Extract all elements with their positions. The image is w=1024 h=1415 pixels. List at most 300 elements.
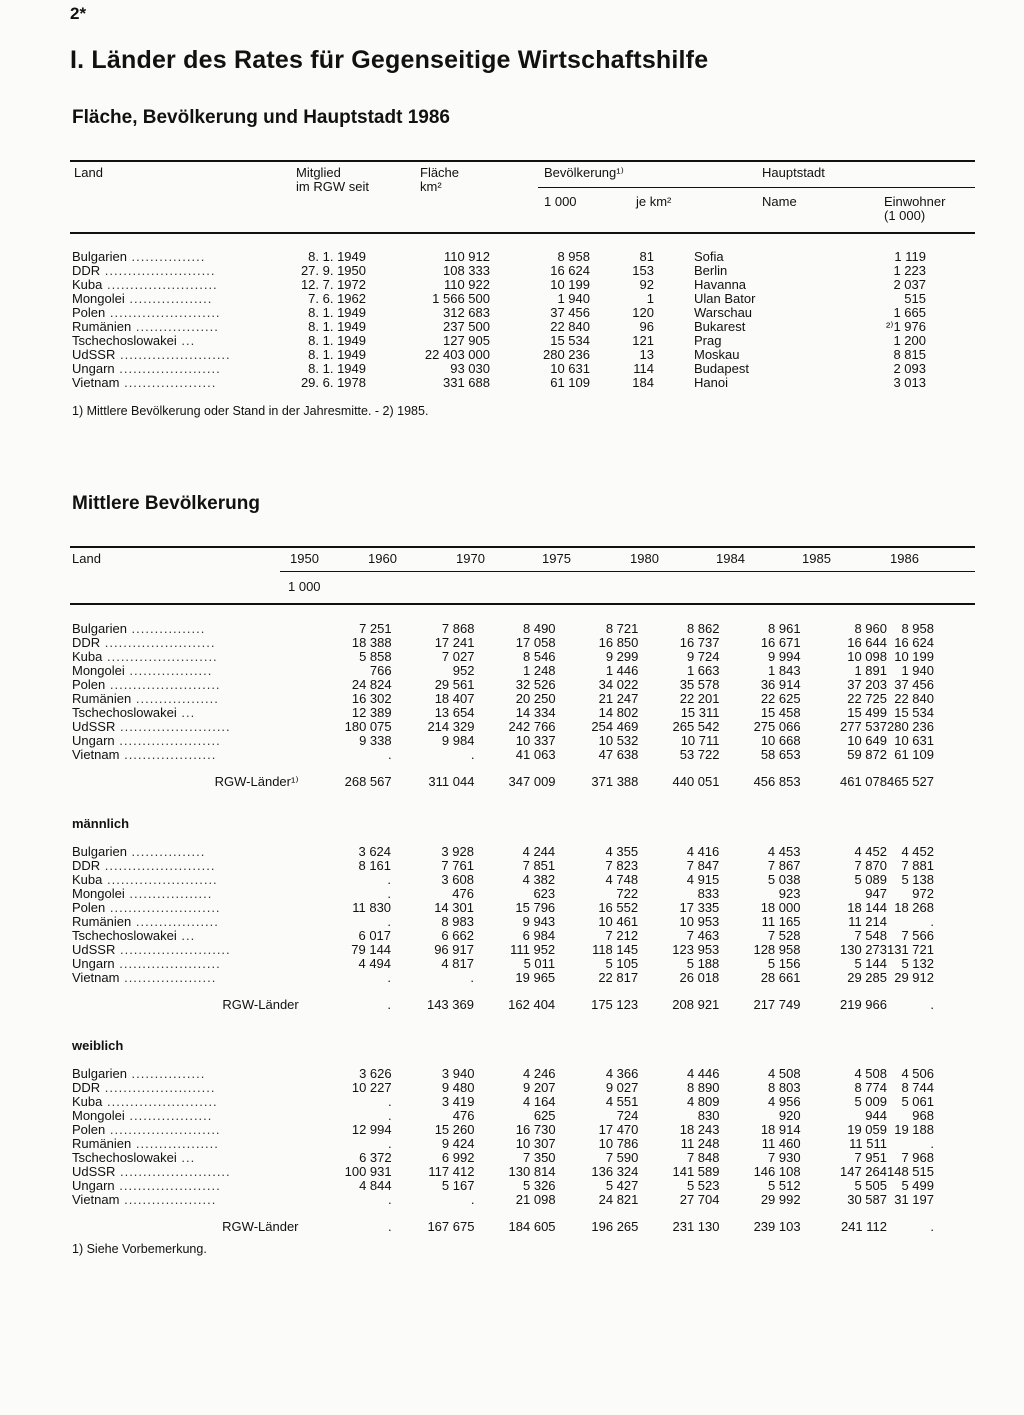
- value-cell: 5 188: [686, 956, 720, 971]
- value-cell: 180 075: [344, 719, 392, 734]
- year-header: 1985: [802, 551, 831, 566]
- land-name: Mongolei: [72, 292, 125, 306]
- value-cell: .: [387, 1108, 392, 1123]
- dichte-cell: 13: [639, 347, 654, 362]
- value-cell: 21 098: [515, 1192, 556, 1207]
- value-cell: 148 515: [887, 1164, 934, 1179]
- value-cell: 952: [452, 663, 475, 678]
- value-cell: 8 744: [901, 1080, 934, 1095]
- land-cell: [72, 306, 270, 320]
- dot-leader: ..................: [131, 692, 219, 706]
- table1-header-hauptstadt: Hauptstadt: [762, 165, 825, 180]
- value-cell: 4 817: [441, 956, 474, 971]
- land-cell: [72, 1109, 265, 1123]
- table-row: [72, 376, 926, 390]
- year-header: 1975: [542, 551, 571, 566]
- year-header: 1970: [456, 551, 485, 566]
- land-cell: [72, 873, 265, 887]
- dot-leader: ........................: [105, 1123, 221, 1137]
- land-name: UdSSR: [72, 1165, 116, 1179]
- value-cell: 22 817: [598, 970, 639, 985]
- bevoelkerung-cell: 8 958: [557, 249, 590, 264]
- value-cell: 24 821: [598, 1192, 639, 1207]
- value-cell: 7 848: [686, 1150, 720, 1165]
- value-cell: 118 145: [592, 942, 639, 957]
- land-name: Kuba: [72, 873, 103, 887]
- value-cell: 47 638: [598, 747, 639, 762]
- table2-top-rule: [70, 546, 975, 548]
- dot-leader: ...: [176, 334, 196, 348]
- total-value-cell: .: [930, 1219, 934, 1234]
- einwohner-cell: 2 093: [893, 361, 926, 376]
- total-value-cell: 461 078: [840, 774, 887, 789]
- value-cell: 5 512: [768, 1178, 801, 1193]
- value-cell: 968: [912, 1108, 934, 1123]
- value-cell: 36 914: [760, 677, 801, 692]
- dot-leader: ........................: [105, 901, 221, 915]
- value-cell: .: [387, 872, 392, 887]
- land-cell: [72, 1081, 265, 1095]
- table-row: [72, 915, 934, 929]
- year-header: 1960: [368, 551, 397, 566]
- einwohner-cell: 1 223: [893, 263, 926, 278]
- value-cell: .: [470, 970, 474, 985]
- bevoelkerung-cell: 1 940: [557, 291, 590, 306]
- value-cell: 3 626: [359, 1066, 392, 1081]
- value-cell: 4 355: [605, 844, 639, 859]
- value-cell: 29 285: [847, 970, 887, 985]
- value-cell: 7 350: [523, 1150, 556, 1165]
- table-row: [72, 664, 934, 678]
- table1-bev-subrule: [538, 187, 975, 188]
- year-header: 1980: [630, 551, 659, 566]
- value-cell: 7 868: [441, 621, 475, 636]
- value-cell: 28 661: [760, 970, 801, 985]
- value-cell: 58 653: [760, 747, 801, 762]
- dot-leader: ........................: [100, 264, 216, 278]
- value-cell: 275 066: [753, 719, 801, 734]
- value-cell: 14 334: [515, 705, 556, 720]
- value-cell: 4 748: [605, 872, 639, 887]
- value-cell: 9 338: [359, 733, 392, 748]
- value-cell: 17 058: [515, 635, 556, 650]
- table-row: [72, 929, 934, 943]
- table-row: [72, 650, 934, 664]
- value-cell: 11 511: [849, 1136, 887, 1151]
- value-cell: 7 823: [605, 858, 639, 873]
- einwohner-cell: ²⁾1 976: [885, 319, 926, 334]
- value-cell: 10 631: [894, 733, 934, 748]
- value-cell: 15 796: [515, 900, 556, 915]
- table-row: [72, 734, 934, 748]
- land-name: Mongolei: [72, 1109, 125, 1123]
- dichte-cell: 81: [639, 249, 654, 264]
- value-cell: 141 589: [672, 1164, 720, 1179]
- mitglied-cell: 8. 1. 1949: [308, 333, 366, 348]
- value-cell: 4 844: [359, 1178, 392, 1193]
- value-cell: 3 928: [441, 844, 474, 859]
- total-row: [72, 775, 934, 789]
- year-header: 1986: [890, 551, 919, 566]
- table1-footnote: 1) Mittlere Bevölkerung oder Stand in der Jahresmitte. - 2) 1985.: [72, 404, 429, 418]
- value-cell: 18 243: [679, 1122, 720, 1137]
- table-row: [72, 622, 934, 636]
- value-cell: .: [387, 970, 392, 985]
- dot-leader: ..................: [124, 1109, 213, 1123]
- value-cell: 4 366: [605, 1066, 639, 1081]
- spacer-cell: [265, 734, 310, 748]
- value-cell: 15 311: [680, 705, 720, 720]
- table-row: [72, 1109, 934, 1123]
- spacer-row: [72, 985, 934, 998]
- table-row: [72, 1137, 934, 1151]
- total-value-cell: 465 527: [887, 774, 934, 789]
- value-cell: 4 452: [901, 844, 934, 859]
- value-cell: 14 802: [598, 705, 639, 720]
- dichte-cell: 1: [646, 291, 654, 306]
- spacer-cell: [265, 971, 311, 985]
- land-cell: [72, 706, 265, 720]
- land-cell: [72, 1067, 265, 1081]
- dot-leader: ........................: [102, 873, 218, 887]
- land-cell: [72, 320, 270, 334]
- dot-leader: ......................: [114, 957, 221, 971]
- value-cell: 7 027: [441, 649, 475, 664]
- value-cell: 5 061: [901, 1094, 934, 1109]
- table1-header-name: Name: [762, 194, 797, 209]
- value-cell: .: [387, 914, 392, 929]
- table-row: [72, 1123, 934, 1137]
- dot-leader: ....................: [119, 971, 217, 985]
- value-cell: 12 994: [351, 1122, 392, 1137]
- value-cell: 5 089: [854, 872, 887, 887]
- value-cell: 1 891: [854, 663, 887, 678]
- table-row: [72, 748, 934, 762]
- value-cell: 833: [697, 886, 720, 901]
- value-cell: 9 984: [441, 733, 475, 748]
- value-cell: 11 830: [352, 900, 392, 915]
- dot-leader: ..................: [131, 915, 219, 929]
- land-cell: [72, 636, 265, 650]
- table1-header-bevoelkerung: Bevölkerung¹⁾: [544, 165, 624, 180]
- value-cell: 10 461: [598, 914, 639, 929]
- table-row: [72, 901, 934, 915]
- total-value-cell: 311 044: [428, 774, 475, 789]
- hauptstadt-cell: Budapest: [694, 362, 749, 376]
- land-cell: [72, 650, 265, 664]
- spacer-cell: [72, 985, 934, 998]
- spacer-row: [72, 1207, 934, 1220]
- spacer-cell: [72, 762, 934, 775]
- dichte-cell: 184: [632, 375, 654, 390]
- dichte-cell: 153: [632, 263, 654, 278]
- table2-header-bottom-rule: [70, 603, 975, 605]
- value-cell: 5 138: [901, 872, 934, 887]
- land-name: Tschechoslowakei: [72, 929, 177, 943]
- value-cell: 16 644: [847, 635, 887, 650]
- land-name: DDR: [72, 264, 101, 278]
- land-name: UdSSR: [72, 720, 116, 734]
- mitglied-cell: 7. 6. 1962: [308, 291, 366, 306]
- table1-header-bev-1000: 1 000: [544, 194, 577, 209]
- land-cell: [72, 376, 270, 390]
- mitglied-cell: 12. 7. 1972: [300, 277, 366, 292]
- value-cell: 96 917: [434, 942, 474, 957]
- value-cell: 4 551: [605, 1094, 639, 1109]
- bevoelkerung-cell: 22 840: [550, 319, 590, 334]
- value-cell: 920: [778, 1108, 801, 1123]
- land-cell: [72, 1095, 265, 1109]
- spacer-cell: [265, 706, 310, 720]
- value-cell: 5 505: [854, 1178, 887, 1193]
- mitglied-cell: 8. 1. 1949: [308, 361, 366, 376]
- dot-leader: ......................: [114, 362, 221, 376]
- table-row: [72, 943, 934, 957]
- bevoelkerung-cell: 10 199: [550, 277, 590, 292]
- dot-leader: ......................: [114, 734, 221, 748]
- dot-leader: ...: [176, 929, 196, 943]
- value-cell: 7 847: [686, 858, 720, 873]
- dot-leader: ....................: [119, 1193, 217, 1207]
- value-cell: 7 881: [901, 858, 934, 873]
- value-cell: 3 940: [441, 1066, 475, 1081]
- value-cell: 16 850: [598, 635, 639, 650]
- value-cell: .: [470, 1192, 475, 1207]
- value-cell: 214 329: [427, 719, 475, 734]
- value-cell: 31 197: [894, 1192, 934, 1207]
- spacer-cell: [265, 1151, 310, 1165]
- value-cell: 11 248: [680, 1136, 720, 1151]
- bevoelkerung-cell: 61 109: [550, 375, 590, 390]
- value-cell: 18 000: [760, 900, 801, 915]
- value-cell: 8 961: [768, 621, 801, 636]
- value-cell: 724: [616, 1108, 639, 1123]
- value-cell: 623: [533, 886, 556, 901]
- land-name: Mongolei: [72, 664, 125, 678]
- spacer-cell: [265, 1095, 310, 1109]
- hauptstadt-cell: Ulan Bator: [694, 292, 756, 306]
- table-row: [72, 1081, 934, 1095]
- value-cell: 3 624: [358, 844, 392, 859]
- total-value-cell: 231 130: [672, 1219, 720, 1234]
- value-cell: 128 958: [753, 942, 801, 957]
- value-cell: 5 156: [767, 956, 801, 971]
- value-cell: 24 824: [351, 677, 392, 692]
- value-cell: 19 059: [847, 1122, 887, 1137]
- total-value-cell: 239 103: [753, 1219, 801, 1234]
- total-value-cell: .: [387, 997, 392, 1012]
- value-cell: .: [387, 1192, 392, 1207]
- land-cell: [72, 334, 270, 348]
- value-cell: 9 480: [441, 1080, 475, 1095]
- dot-leader: ........................: [105, 306, 221, 320]
- total-value-cell: .: [930, 997, 934, 1012]
- dot-leader: ......................: [114, 1179, 221, 1193]
- dot-leader: ........................: [105, 678, 221, 692]
- value-cell: 16 624: [894, 635, 934, 650]
- table-row: [72, 1179, 934, 1193]
- value-cell: 1 663: [686, 663, 720, 678]
- land-cell: [72, 845, 265, 859]
- value-cell: 130 814: [508, 1164, 556, 1179]
- value-cell: 41 063: [515, 747, 556, 762]
- value-cell: 8 890: [686, 1080, 720, 1095]
- value-cell: 136 324: [591, 1164, 639, 1179]
- spacer-cell: [265, 957, 311, 971]
- table-row: [72, 320, 926, 334]
- mitglied-cell: 8. 1. 1949: [308, 249, 366, 264]
- table1-header-mitglied-2: im RGW seit: [296, 179, 369, 194]
- value-cell: 280 236: [887, 719, 934, 734]
- value-cell: 9 994: [768, 649, 801, 664]
- dot-leader: ....................: [119, 748, 217, 762]
- dot-leader: ........................: [115, 348, 231, 362]
- value-cell: 7 251: [359, 621, 392, 636]
- table-row: [72, 250, 926, 264]
- value-cell: 7 528: [767, 928, 801, 943]
- spacer-cell: [265, 845, 311, 859]
- spacer-cell: [265, 915, 311, 929]
- spacer-cell: [265, 943, 311, 957]
- value-cell: 7 851: [522, 858, 556, 873]
- land-cell: [72, 250, 270, 264]
- hauptstadt-cell: Warschau: [694, 306, 753, 320]
- value-cell: 11 214: [848, 914, 887, 929]
- land-name: DDR: [72, 636, 101, 650]
- spacer-cell: [265, 1109, 310, 1123]
- value-cell: 4 508: [854, 1066, 887, 1081]
- value-cell: 13 654: [434, 705, 475, 720]
- land-name: Kuba: [72, 278, 103, 292]
- value-cell: 18 388: [351, 635, 392, 650]
- dot-leader: ..................: [124, 887, 213, 901]
- value-cell: 277 537: [840, 719, 887, 734]
- einwohner-cell: 8 815: [893, 347, 926, 362]
- dot-leader: ........................: [102, 650, 218, 664]
- land-cell: [72, 943, 265, 957]
- spacer-cell: [265, 622, 310, 636]
- flaeche-cell: 110 922: [443, 277, 490, 292]
- dichte-cell: 96: [639, 319, 654, 334]
- land-cell: [72, 1123, 265, 1137]
- spacer-cell: [265, 1123, 310, 1137]
- dot-leader: ........................: [115, 1165, 231, 1179]
- table2-maennlich-body: [72, 845, 934, 1012]
- value-cell: 4 446: [686, 1066, 720, 1081]
- value-cell: 5 038: [767, 872, 801, 887]
- value-cell: 22 840: [894, 691, 934, 706]
- value-cell: 4 452: [854, 844, 887, 859]
- value-cell: 7 951: [854, 1150, 887, 1165]
- value-cell: 15 499: [847, 705, 887, 720]
- value-cell: 10 199: [894, 649, 934, 664]
- total-label: RGW-Länder: [222, 997, 299, 1012]
- land-name: Ungarn: [72, 362, 115, 376]
- value-cell: 625: [533, 1108, 556, 1123]
- land-cell: [72, 720, 265, 734]
- value-cell: 1 248: [523, 663, 556, 678]
- dichte-cell: 121: [632, 333, 654, 348]
- value-cell: 5 011: [523, 956, 556, 971]
- table-row: [72, 306, 926, 320]
- value-cell: 972: [912, 886, 934, 901]
- value-cell: 18 268: [894, 900, 934, 915]
- value-cell: 37 456: [894, 677, 934, 692]
- table2-year-subrule: [280, 571, 975, 572]
- value-cell: 242 766: [508, 719, 556, 734]
- value-cell: 923: [778, 886, 801, 901]
- land-cell: [72, 957, 265, 971]
- einwohner-cell: 515: [904, 291, 926, 306]
- table2-header-unit: 1 000: [288, 579, 321, 594]
- table1-header-land: Land: [74, 165, 103, 180]
- table1-top-rule: [70, 160, 975, 162]
- spacer-cell: [72, 1207, 934, 1220]
- land-name: Tschechoslowakei: [72, 1151, 177, 1165]
- land-name: Polen: [72, 1123, 106, 1137]
- dot-leader: ................: [126, 622, 206, 636]
- value-cell: 10 649: [847, 733, 887, 748]
- hauptstadt-cell: Bukarest: [694, 320, 746, 334]
- value-cell: 16 671: [760, 635, 801, 650]
- value-cell: 26 018: [679, 970, 720, 985]
- bevoelkerung-cell: 37 456: [550, 305, 590, 320]
- value-cell: 32 526: [515, 677, 556, 692]
- value-cell: 130 273: [840, 942, 887, 957]
- value-cell: 11 460: [761, 1136, 801, 1151]
- table-row: [72, 1165, 934, 1179]
- land-name: Bulgarien: [72, 622, 127, 636]
- flaeche-cell: 312 683: [443, 305, 490, 320]
- mitglied-cell: 8. 1. 1949: [308, 319, 366, 334]
- table-row: [72, 692, 934, 706]
- table1-body: [72, 250, 926, 390]
- einwohner-cell: 1 665: [893, 305, 926, 320]
- value-cell: 1 940: [901, 663, 934, 678]
- table-row: [72, 678, 934, 692]
- dot-leader: ................: [126, 250, 206, 264]
- value-cell: 27 704: [679, 1192, 720, 1207]
- bevoelkerung-cell: 16 624: [550, 263, 590, 278]
- spacer-cell: [265, 650, 310, 664]
- total-row: [72, 1220, 934, 1234]
- year-header: 1984: [716, 551, 745, 566]
- section-maennlich-label: männlich: [72, 816, 130, 831]
- land-cell: [72, 264, 270, 278]
- value-cell: 265 542: [672, 719, 720, 734]
- value-cell: 8 721: [605, 621, 639, 636]
- value-cell: 8 803: [768, 1080, 801, 1095]
- flaeche-cell: 237 500: [443, 319, 490, 334]
- land-name: Rumänien: [72, 320, 132, 334]
- einwohner-cell: 2 037: [893, 277, 926, 292]
- value-cell: 10 668: [760, 733, 801, 748]
- land-name: Polen: [72, 678, 106, 692]
- total-value-cell: 456 853: [753, 774, 801, 789]
- land-name: Bulgarien: [72, 845, 127, 859]
- land-cell: [72, 1151, 265, 1165]
- land-cell: [72, 622, 265, 636]
- land-cell: [72, 1193, 265, 1207]
- spacer-cell: [265, 929, 311, 943]
- table2-header-land: Land: [72, 551, 101, 566]
- mitglied-cell: 27. 9. 1950: [300, 263, 366, 278]
- value-cell: 4 416: [686, 844, 720, 859]
- spacer-cell: [265, 901, 311, 915]
- land-cell: [72, 1165, 265, 1179]
- value-cell: 15 534: [894, 705, 934, 720]
- spacer-cell: [265, 887, 311, 901]
